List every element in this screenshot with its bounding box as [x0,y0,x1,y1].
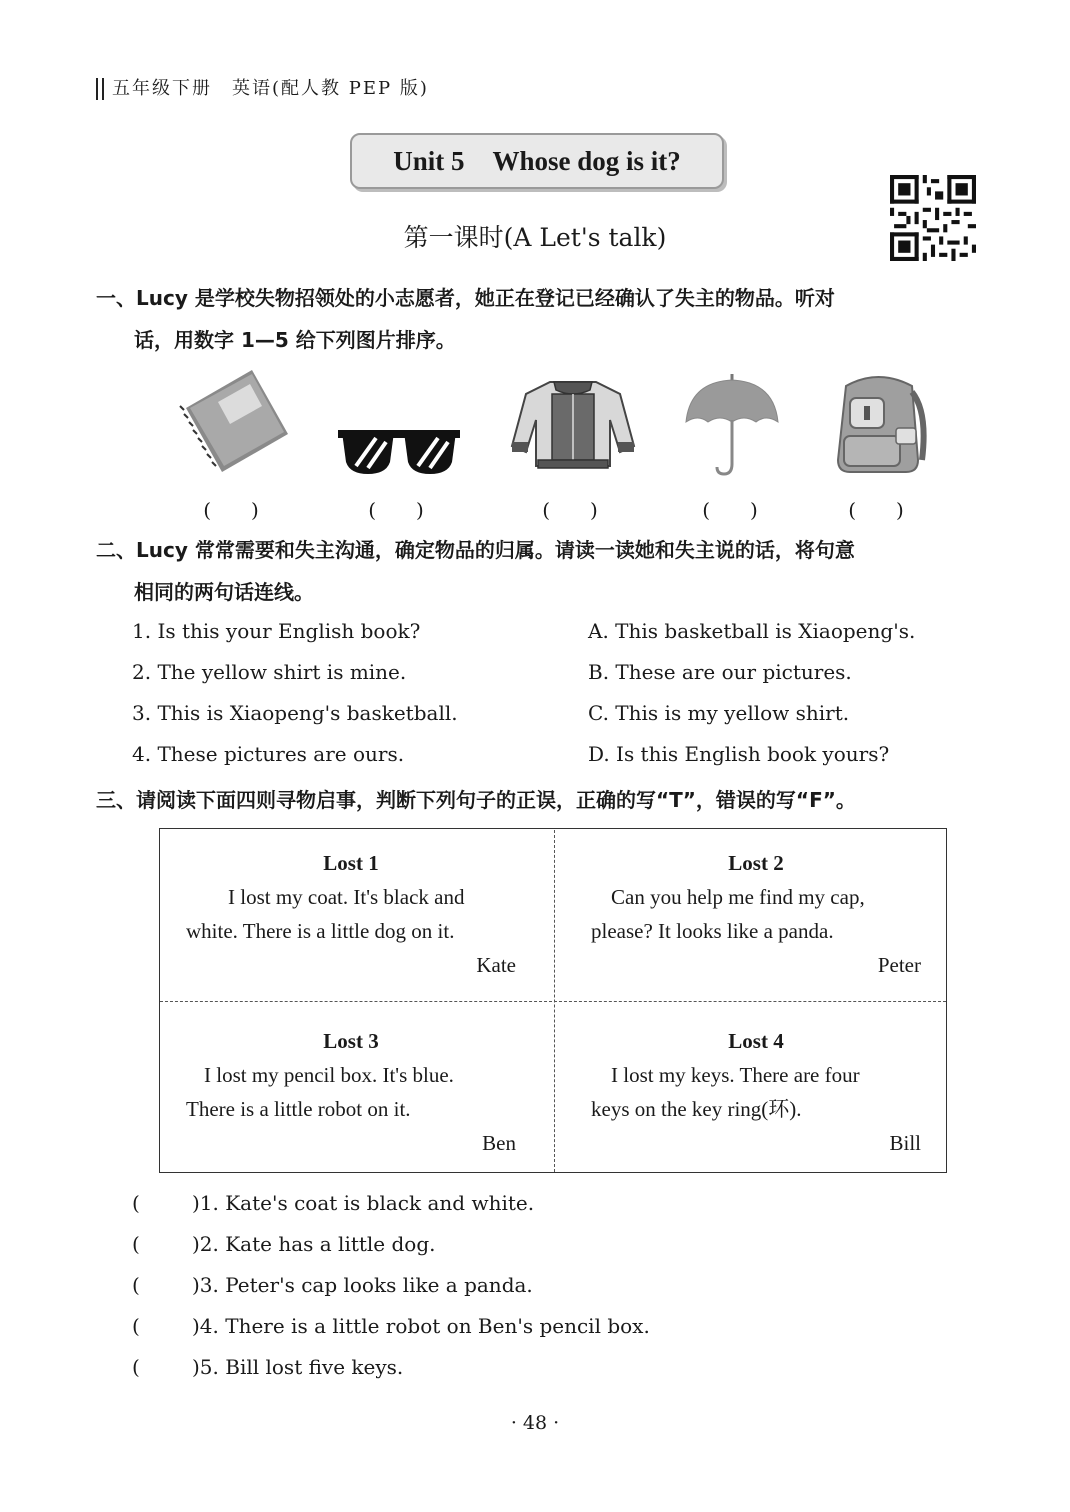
running-header [96,74,429,100]
section3-title: 三、请阅读下面四则寻物启事，判断下列句子的正误，正确的写“T”，错误的写“F”。 [96,788,856,812]
section2-title-line1: 二、Lucy 常常需要和失主沟通，确定物品的归属。请读一读她和失主说的话，将句意 [96,538,855,562]
notice-signature: Ben [482,1131,516,1155]
tf-item-1 [132,1183,650,1224]
tf-statement: )1. Kate's coat is black and white. [192,1191,535,1215]
match-left-4[interactable]: 4. These pictures are ours. [132,742,405,766]
section2-title-line2: 相同的两句话连线。 [134,580,314,604]
tf-item-2 [132,1224,650,1265]
notice-signature: Kate [476,953,516,977]
match-left-1[interactable]: 1. Is this your English book? [132,619,421,643]
match-left-2[interactable]: 2. The yellow shirt is mine. [132,660,407,684]
backpack-icon [826,372,930,476]
answer-paren-1[interactable]: ( ) [203,498,259,522]
notice-title: Lost 4 [728,1029,784,1053]
notice-line: There is a little robot on it. [186,1097,411,1121]
notice-title: Lost 1 [323,851,379,875]
tf-answer-blank[interactable]: ( [132,1314,140,1338]
tf-statement: )4. There is a little robot on Ben's pencil box. [192,1314,650,1338]
tf-answer-blank[interactable]: ( [132,1191,140,1215]
tf-item-3 [132,1265,650,1306]
sunglasses-icon [338,420,460,478]
notice-line: please? It looks like a panda. [591,919,834,943]
tf-answer-blank[interactable]: ( [132,1355,140,1379]
true-false-list [132,1183,650,1388]
tf-item-4 [132,1306,650,1347]
lost-notice-1 [186,846,516,982]
section2-title [96,529,976,613]
lost-notice-2 [591,846,921,982]
notebook-icon [178,368,293,478]
notice-line: I lost my keys. There are four [611,1063,860,1087]
unit-title: Whose dog is it? [492,145,681,176]
notice-line: white. There is a little dog on it. [186,919,455,943]
notice-line: keys on the key ring(环). [591,1097,802,1121]
tf-statement: )2. Kate has a little dog. [192,1232,436,1256]
match-right-c[interactable]: C. This is my yellow shirt. [588,701,850,725]
tf-item-5 [132,1347,650,1388]
notice-title: Lost 3 [323,1029,379,1053]
section1-title-line2: 话，用数字 1—5 给下列图片排序。 [134,328,456,352]
notice-line: Can you help me find my cap, [611,885,865,909]
match-right-b[interactable]: B. These are our pictures. [588,660,852,684]
match-left-3[interactable]: 3. This is Xiaopeng's basketball. [132,701,458,725]
match-left-column [132,611,458,775]
notice-signature: Bill [889,1131,921,1155]
notice-line: I lost my pencil box. It's blue. [204,1063,454,1087]
notice-signature: Peter [877,953,921,977]
match-right-d[interactable]: D. Is this English book yours? [588,742,890,766]
answer-paren-3[interactable]: ( ) [542,498,598,522]
tf-answer-blank[interactable]: ( [132,1232,140,1256]
answer-paren-4[interactable]: ( ) [702,498,758,522]
answer-paren-2[interactable]: ( ) [368,498,424,522]
match-right-column [588,611,915,775]
notice-title: Lost 2 [728,851,784,875]
answer-paren-5[interactable]: ( ) [848,498,904,522]
match-right-a[interactable]: A. This basketball is Xiaopeng's. [588,619,916,643]
tf-statement: )5. Bill lost five keys. [192,1355,404,1379]
unit-title-box [350,133,724,189]
tf-statement: )3. Peter's cap looks like a panda. [192,1273,533,1297]
tf-answer-blank[interactable]: ( [132,1273,140,1297]
section1-title-line1: 一、Lucy 是学校失物招领处的小志愿者，她正在登记已经确认了失主的物品。听对 [96,286,835,310]
header-text: 五年级下册 英语(配人教 PEP 版) [112,78,429,99]
page-number: · 48 · [510,1412,560,1434]
unit-number: Unit 5 [393,145,465,176]
table-horizontal-divider [160,1001,946,1002]
lesson-title: 第一课时(A Let's talk) [403,223,667,252]
jacket-icon [510,376,636,472]
section1-title [96,277,976,361]
lost-notice-4 [591,1024,921,1160]
lost-notice-3 [186,1024,516,1160]
notice-line: I lost my coat. It's black and [228,885,465,909]
umbrella-icon [684,374,780,476]
